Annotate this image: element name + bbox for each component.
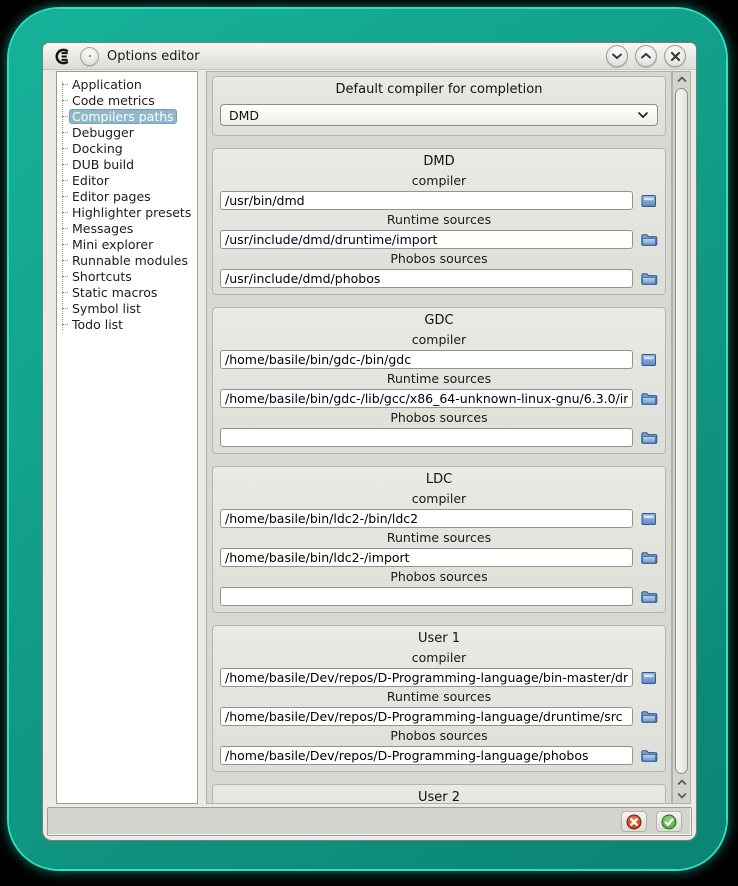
chevron-up-icon	[640, 52, 652, 60]
user1-runtime-sources-input[interactable]	[220, 707, 633, 726]
green-check-circle-icon	[661, 814, 677, 830]
sidebar-item-static-macros[interactable]: Static macros	[57, 284, 197, 300]
compiler-group-user2	[212, 784, 666, 804]
sidebar-item-editor[interactable]: Editor	[57, 172, 197, 188]
folder-icon	[640, 589, 658, 605]
chevron-down-icon	[677, 792, 687, 799]
field-label: compiler	[411, 332, 467, 347]
folder-icon	[640, 232, 658, 248]
gdc-phobos-sources-input[interactable]	[220, 428, 633, 447]
cancel-button[interactable]	[621, 811, 647, 832]
panel-scrollbar[interactable]	[672, 71, 691, 804]
field-label: compiler	[411, 650, 467, 665]
field-label: Phobos sources	[390, 251, 488, 266]
open-file-icon	[640, 511, 658, 527]
titlebar-menu-button[interactable]	[80, 47, 99, 66]
browse-folder-button[interactable]	[638, 390, 660, 408]
group-title: GDC	[424, 313, 454, 328]
options-editor-window	[42, 42, 697, 841]
sidebar-item-highlighter-presets[interactable]: Highlighter presets	[57, 204, 197, 220]
sidebar-item-application[interactable]: Application	[57, 76, 197, 92]
maximize-button[interactable]	[635, 45, 657, 67]
group-title: User 2	[417, 790, 461, 804]
ldc-compiler-path-input[interactable]	[220, 509, 633, 528]
dmd-compiler-path-input[interactable]	[220, 191, 633, 210]
browse-folder-button[interactable]	[638, 429, 660, 447]
combo-value: DMD	[229, 107, 260, 123]
field-label: Runtime sources	[386, 371, 492, 386]
browse-file-button[interactable]	[638, 669, 660, 687]
sidebar-item-debugger[interactable]: Debugger	[57, 124, 197, 140]
compiler-group-dmd	[212, 148, 666, 295]
sidebar-item-compilers-paths[interactable]: Compilers paths	[57, 108, 197, 124]
field-label: compiler	[411, 173, 467, 188]
menu-dot-icon	[89, 55, 91, 57]
scroll-down-button[interactable]	[674, 789, 689, 802]
browse-folder-button[interactable]	[638, 270, 660, 288]
sidebar-item-symbol-list[interactable]: Symbol list	[57, 300, 197, 316]
field-label: Phobos sources	[390, 569, 488, 584]
browse-file-button[interactable]	[638, 192, 660, 210]
titlebar[interactable]	[43, 43, 696, 70]
sidebar-item-code-metrics[interactable]: Code metrics	[57, 92, 197, 108]
browse-file-button[interactable]	[638, 351, 660, 369]
sidebar-item-editor-pages[interactable]: Editor pages	[57, 188, 197, 204]
sidebar-item-todo-list[interactable]: Todo list	[57, 316, 197, 332]
window-controls	[606, 45, 686, 67]
folder-icon	[640, 550, 658, 566]
dmd-phobos-sources-input[interactable]	[220, 269, 633, 288]
dmd-runtime-sources-input[interactable]	[220, 230, 633, 249]
sidebar-item-shortcuts[interactable]: Shortcuts	[57, 268, 197, 284]
field-label: compiler	[411, 491, 467, 506]
open-file-icon	[640, 352, 658, 368]
sidebar-item-docking[interactable]: Docking	[57, 140, 197, 156]
browse-folder-button[interactable]	[638, 747, 660, 765]
sidebar-item-dub-build[interactable]: DUB build	[57, 156, 197, 172]
open-file-icon	[640, 670, 658, 686]
folder-icon	[640, 709, 658, 725]
group-title: LDC	[425, 472, 453, 487]
accept-button[interactable]	[656, 811, 682, 832]
coedit-logo-icon	[53, 48, 72, 65]
field-label: Runtime sources	[386, 530, 492, 545]
minimize-button[interactable]	[606, 45, 628, 67]
ldc-phobos-sources-input[interactable]	[220, 587, 633, 606]
folder-icon	[640, 430, 658, 446]
sidebar-item-runnable-modules[interactable]: Runnable modules	[57, 252, 197, 268]
group-title: DMD	[423, 154, 455, 169]
folder-icon	[640, 748, 658, 764]
gdc-runtime-sources-input[interactable]	[220, 389, 633, 408]
dialog-button-bar	[47, 807, 692, 836]
default-compiler-group	[212, 76, 666, 136]
field-label: Phobos sources	[390, 728, 488, 743]
user1-phobos-sources-input[interactable]	[220, 746, 633, 765]
sidebar-item-mini-explorer[interactable]: Mini explorer	[57, 236, 197, 252]
sidebar-item-messages[interactable]: Messages	[57, 220, 197, 236]
gdc-compiler-path-input[interactable]	[220, 350, 633, 369]
red-x-circle-icon	[626, 814, 642, 830]
category-tree	[56, 71, 198, 804]
compilers-paths-panel	[206, 71, 672, 804]
folder-icon	[640, 271, 658, 287]
compiler-group-gdc	[212, 307, 666, 454]
scrollbar-thumb[interactable]	[675, 88, 688, 774]
compiler-group-ldc	[212, 466, 666, 613]
user1-compiler-path-input[interactable]	[220, 668, 633, 687]
chevron-up-icon	[677, 76, 687, 83]
scroll-up-button-bottom[interactable]	[674, 776, 689, 789]
chevron-up-icon	[677, 779, 687, 786]
browse-file-button[interactable]	[638, 510, 660, 528]
browse-folder-button[interactable]	[638, 708, 660, 726]
scroll-up-button[interactable]	[674, 73, 689, 86]
field-label: Runtime sources	[386, 689, 492, 704]
group-title: User 1	[417, 631, 461, 646]
default-compiler-select[interactable]	[220, 104, 658, 126]
chevron-down-icon	[637, 111, 649, 119]
chevron-down-icon	[611, 52, 623, 60]
folder-icon	[640, 391, 658, 407]
close-button[interactable]	[664, 45, 686, 67]
field-label: Runtime sources	[386, 212, 492, 227]
open-file-icon	[640, 193, 658, 209]
browse-folder-button[interactable]	[638, 231, 660, 249]
ldc-runtime-sources-input[interactable]	[220, 548, 633, 567]
field-label: Phobos sources	[390, 410, 488, 425]
close-icon	[670, 51, 681, 62]
browse-folder-button[interactable]	[638, 588, 660, 606]
window-title: Options editor	[107, 48, 200, 64]
group-title: Default compiler for completion	[335, 82, 543, 97]
compiler-group-user1	[212, 625, 666, 772]
browse-folder-button[interactable]	[638, 549, 660, 567]
